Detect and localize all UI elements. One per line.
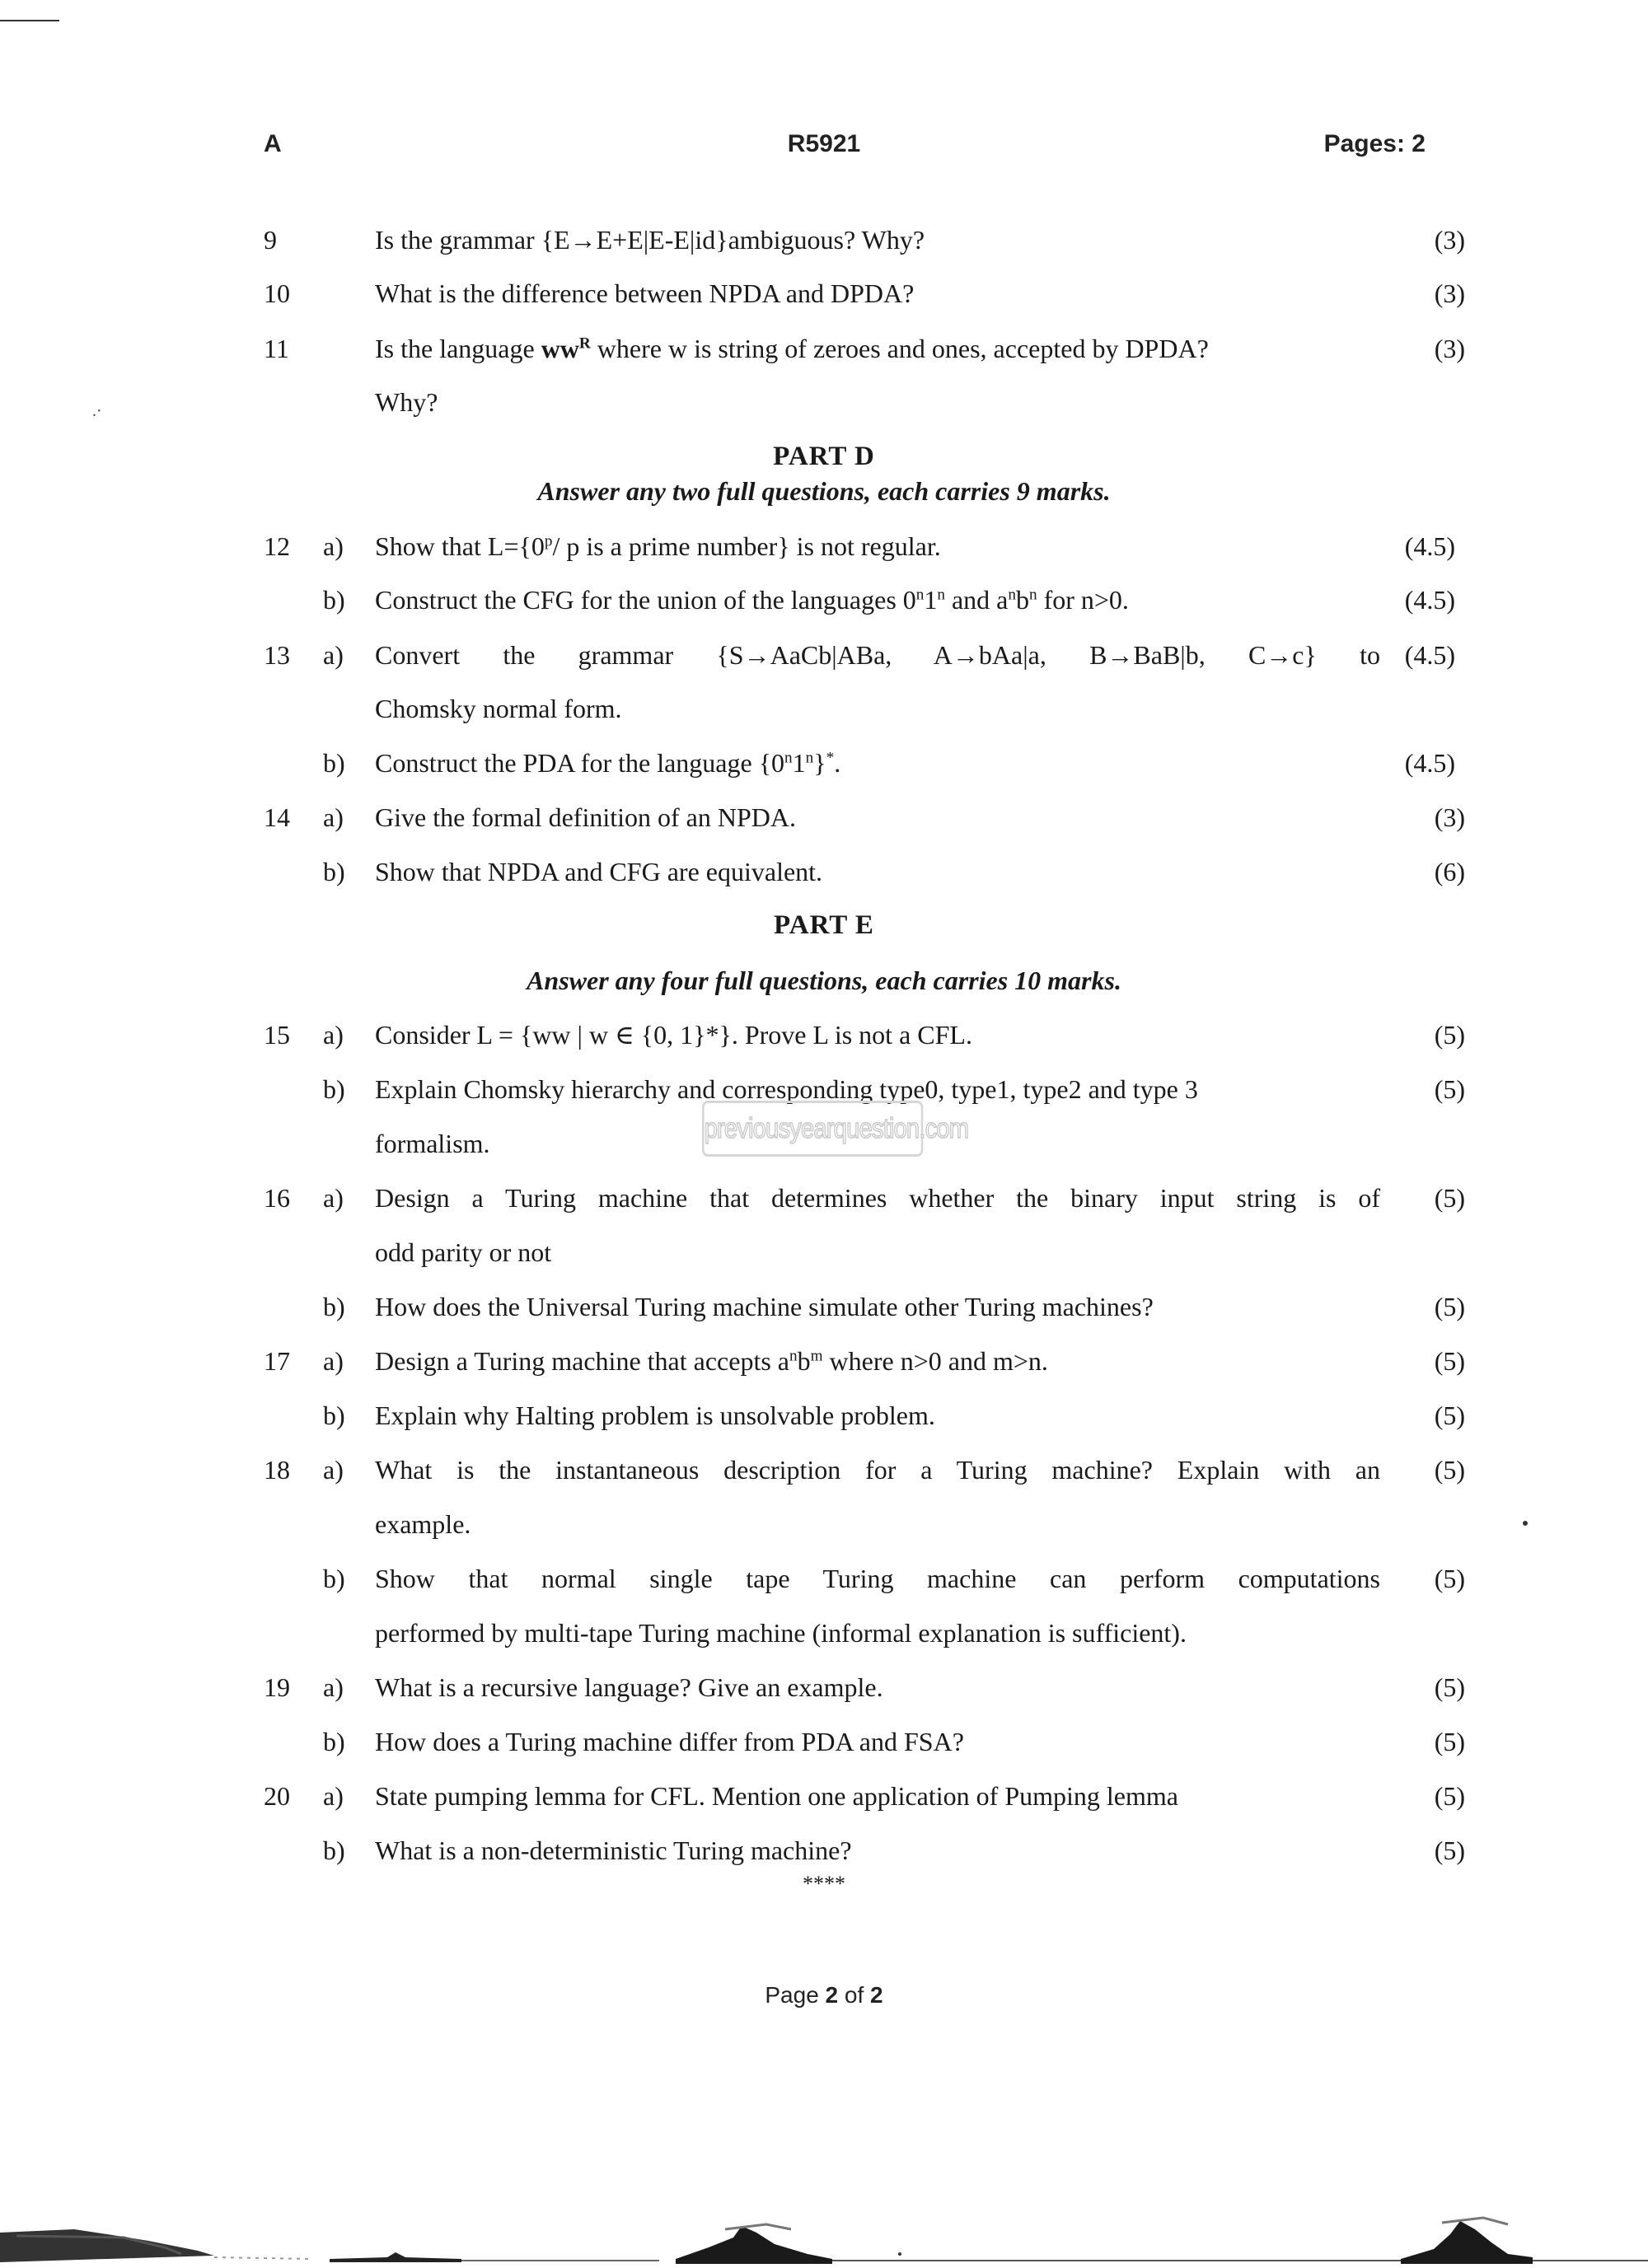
subquestion-label: a) <box>323 1020 344 1050</box>
question-text: Design a Turing machine that accepts $a^nb^m$ where n>0 and m>n. <box>375 1346 1048 1376</box>
question-text: Convert the grammar {S→AaCb|ABa, A→bAa|a, B→BaB|b, C→c} to <box>375 640 1380 670</box>
paper-code: R5921 <box>787 130 861 157</box>
question-row <box>0 796 1648 839</box>
question-marks: (3) <box>1434 278 1465 308</box>
question-text: formalism. <box>375 1129 490 1158</box>
question-marks: (5) <box>1434 1727 1465 1756</box>
question-marks: (4.5) <box>1404 640 1455 670</box>
question-row <box>0 1448 1648 1491</box>
question-marks: (5) <box>1434 1835 1465 1865</box>
question-marks: (5) <box>1434 1781 1465 1811</box>
subquestion-label: a) <box>323 1455 344 1485</box>
question-row <box>0 218 1648 261</box>
subquestion-label: b) <box>323 1074 345 1104</box>
question-text: Why? <box>375 387 438 417</box>
part-d-instruction: Answer any two full questions, each carries 9 marks. <box>537 476 1111 506</box>
question-marks: (5) <box>1434 1672 1465 1702</box>
question-row <box>0 1775 1648 1817</box>
question-text: Construct the CFG for the union of the languages 0$^n$1$^n$ and $a^nb^n$ for n>0. <box>375 585 1129 615</box>
question-number: 13 <box>264 640 290 670</box>
question-text: Give the formal definition of an NPDA. <box>375 802 796 832</box>
question-text: What is the instantaneous description for a Turing machine? Explain with an <box>375 1455 1380 1485</box>
watermark: previousyearquestion.com <box>702 1101 923 1157</box>
scan-edge-line <box>0 20 59 21</box>
question-text: Design a Turing machine that determines whether the binary input string is of <box>375 1183 1380 1213</box>
question-row <box>0 1285 1648 1328</box>
question-marks: (4.5) <box>1404 748 1455 778</box>
question-text: What is a non-deterministic Turing machine? <box>375 1835 852 1865</box>
part-e-instruction: Answer any four full questions, each carries 10 marks. <box>527 966 1121 995</box>
question-number: 14 <box>264 802 290 832</box>
subquestion-label: b) <box>323 748 345 778</box>
question-marks: (3) <box>1434 334 1465 363</box>
question-number: 12 <box>264 531 290 561</box>
question-text: How does the Universal Turing machine simulate other Turing machines? <box>375 1292 1154 1321</box>
question-row <box>0 578 1648 621</box>
question-row <box>0 1394 1648 1437</box>
subquestion-label: b) <box>323 1292 345 1321</box>
question-marks: (5) <box>1434 1292 1465 1321</box>
subquestion-label: a) <box>323 1672 344 1702</box>
question-marks: (5) <box>1434 1564 1465 1593</box>
question-row <box>0 272 1648 315</box>
question-row <box>0 741 1648 784</box>
question-continuation <box>0 381 1648 423</box>
question-row <box>0 634 1648 676</box>
question-marks: (5) <box>1434 1183 1465 1213</box>
question-text: Show that $L=\{0^p/$ p is a prime number} is not regular. <box>375 531 941 561</box>
question-row <box>0 850 1648 893</box>
question-marks: (3) <box>1434 802 1465 832</box>
question-row <box>0 525 1648 568</box>
question-text: Is the language $ww^R$ where w is string of zeroes and ones, accepted by DPDA? <box>375 334 1209 363</box>
subquestion-label: b) <box>323 1835 345 1865</box>
question-row <box>0 1666 1648 1709</box>
question-text: Explain Chomsky hierarchy and corresponding type0, type1, type2 and type 3 <box>375 1074 1198 1104</box>
question-marks: (4.5) <box>1404 531 1455 561</box>
subquestion-label: b) <box>323 1401 345 1430</box>
question-marks: (4.5) <box>1404 585 1455 615</box>
question-number: 15 <box>264 1020 290 1050</box>
question-text: State pumping lemma for CFL. Mention one application of Pumping lemma <box>375 1781 1178 1811</box>
question-text: Construct the PDA for the language {0$^n$1$^n$}*. <box>375 748 841 778</box>
question-text: What is a recursive language? Give an example. <box>375 1672 883 1702</box>
question-text: How does a Turing machine differ from PDA and FSA? <box>375 1727 964 1756</box>
question-marks: (5) <box>1434 1074 1465 1104</box>
question-marks: (5) <box>1434 1346 1465 1376</box>
subquestion-label: a) <box>323 640 344 670</box>
subquestion-label: a) <box>323 1781 344 1811</box>
scan-speck: .· <box>92 402 102 420</box>
question-marks: (3) <box>1434 225 1465 255</box>
subquestion-label: a) <box>323 1183 344 1213</box>
question-number: 19 <box>264 1672 290 1702</box>
question-text: Show that normal single tape Turing machine can perform computations <box>375 1564 1380 1593</box>
question-row <box>0 1176 1648 1219</box>
question-text: performed by multi-tape Turing machine (informal explanation is sufficient). <box>375 1618 1187 1648</box>
part-e-title: PART E <box>774 910 874 940</box>
question-continuation <box>0 687 1648 730</box>
question-number: 18 <box>264 1455 290 1485</box>
page-count: Pages: 2 <box>1323 130 1426 157</box>
question-marks: (5) <box>1434 1401 1465 1430</box>
question-number: 11 <box>264 334 289 363</box>
question-number: 9 <box>264 225 277 255</box>
subquestion-label: b) <box>323 585 345 615</box>
subquestion-label: b) <box>323 1727 345 1756</box>
question-marks: (5) <box>1434 1455 1465 1485</box>
question-text: Is the grammar {E→E+E|E-E|id}ambiguous? Why? <box>375 225 925 255</box>
question-row <box>0 1557 1648 1600</box>
question-number: 16 <box>264 1183 290 1213</box>
subquestion-label: a) <box>323 802 344 832</box>
paper-set-label: A <box>264 130 282 157</box>
scan-edge-artifacts <box>0 2183 1648 2268</box>
subquestion-label: b) <box>323 857 345 886</box>
question-number: 20 <box>264 1781 290 1811</box>
question-text: Show that NPDA and CFG are equivalent. <box>375 857 823 886</box>
question-continuation <box>0 1611 1648 1654</box>
question-text: odd parity or not <box>375 1237 552 1267</box>
question-row <box>0 1720 1648 1763</box>
question-text: Chomsky normal form. <box>375 694 622 723</box>
question-continuation <box>0 1231 1648 1274</box>
question-row <box>0 1829 1648 1872</box>
question-number: 17 <box>264 1346 290 1376</box>
question-row <box>0 327 1648 370</box>
page-footer: Page 2 of 2 <box>765 1982 883 2008</box>
question-text: example. <box>375 1509 471 1539</box>
subquestion-label: a) <box>323 531 344 561</box>
question-number: 10 <box>264 278 290 308</box>
question-row <box>0 1340 1648 1382</box>
question-row <box>0 1013 1648 1056</box>
end-of-paper-mark: **** <box>803 1872 845 1896</box>
subquestion-label: b) <box>323 1564 345 1593</box>
question-marks: (5) <box>1434 1020 1465 1050</box>
question-text: Consider L = {ww | w ∈ {0, 1}*}. Prove L is not a CFL. <box>375 1020 972 1050</box>
subquestion-label: a) <box>323 1346 344 1376</box>
question-marks: (6) <box>1434 857 1465 886</box>
question-text: What is the difference between NPDA and DPDA? <box>375 278 915 308</box>
question-continuation <box>0 1503 1648 1546</box>
question-text: Explain why Halting problem is unsolvable problem. <box>375 1401 935 1430</box>
part-d-title: PART D <box>773 442 875 471</box>
